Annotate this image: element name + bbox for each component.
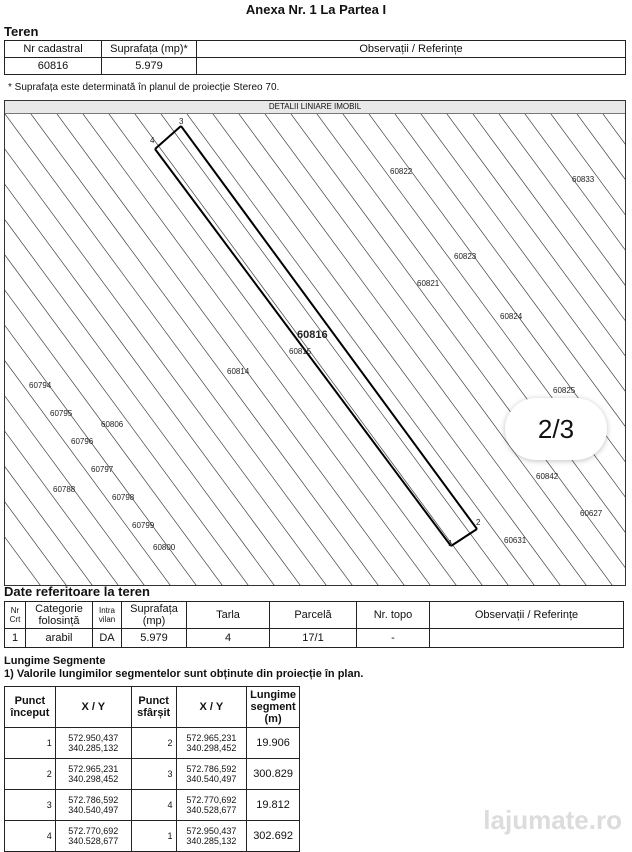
cell: 19.906 — [247, 728, 300, 759]
parcel-label: 60822 — [390, 167, 413, 176]
table-row — [5, 629, 624, 648]
page-indicator[interactable]: 2/3 — [505, 398, 607, 460]
table-row — [5, 821, 300, 852]
parcel-label: 60800 — [153, 543, 176, 552]
parcel-label: 60631 — [504, 536, 527, 545]
cell: 3 — [131, 759, 176, 790]
cell: 572.950,437 340.285,132 — [55, 728, 131, 759]
point-label: 1 — [448, 539, 453, 548]
segments-heading: Lungime Segmente — [4, 655, 106, 667]
surface-note: * Suprafața este determinată în planul de proiecție Stereo 70. — [8, 82, 280, 93]
cell: 572.786,592 340.540,497 — [55, 790, 131, 821]
col-nr-topo: Nr. topo — [357, 602, 430, 629]
parcel-label: 60814 — [227, 367, 250, 376]
parcel-label: 60821 — [417, 279, 440, 288]
point-label: 4 — [150, 136, 155, 145]
cell: 4 — [187, 629, 270, 648]
segments-note: 1) Valorile lungimilor segmentelor sunt obținute din proiecție în plan. — [4, 668, 364, 680]
watermark-logo: lajumate.ro — [483, 805, 622, 835]
parcel-label: 60794 — [29, 381, 52, 390]
parcel-label: 60815 — [289, 347, 312, 356]
cell: 1 — [5, 629, 26, 648]
col-punct-sfarsit: Punct sfârșit — [131, 687, 176, 728]
cell: 17/1 — [270, 629, 357, 648]
col-suprafata: Suprafața (mp)* — [102, 41, 197, 58]
map-title-bar: DETALII LINIARE IMOBIL — [5, 101, 625, 114]
table-row — [5, 728, 300, 759]
cell: 19.812 — [247, 790, 300, 821]
point-label: 3 — [179, 117, 184, 126]
cell: 5.979 — [122, 629, 187, 648]
cell: arabil — [26, 629, 93, 648]
point-label: 2 — [476, 518, 481, 527]
col-lungime: Lungime segment (m) — [247, 687, 300, 728]
parcel-label: 60833 — [572, 175, 595, 184]
cell — [430, 629, 624, 648]
cell-observatii — [197, 58, 626, 75]
cell: 3 — [5, 790, 56, 821]
cell: 572.786,592 340.540,497 — [176, 759, 247, 790]
parcel-label: 60824 — [500, 312, 523, 321]
cell-nr-cadastral: 60816 — [5, 58, 102, 75]
col-parcela: Parcelă — [270, 602, 357, 629]
cell-suprafata: 5.979 — [102, 58, 197, 75]
cadastral-map — [4, 100, 626, 586]
parcel-lines-svg — [5, 114, 625, 585]
cell: 2 — [5, 759, 56, 790]
cell: 302.692 — [247, 821, 300, 852]
col-punct-inceput: Punct început — [5, 687, 56, 728]
col-suprafata: Suprafața (mp) — [122, 602, 187, 629]
col-intravilan: Intra vilan — [93, 602, 122, 629]
col-categorie: Categorie folosință — [26, 602, 93, 629]
cell: 572.770,692 340.528,677 — [55, 821, 131, 852]
table-row — [5, 790, 300, 821]
parcel-label: 60797 — [91, 465, 114, 474]
table-row — [5, 759, 300, 790]
parcel-label: 60825 — [553, 386, 576, 395]
cell: 300.829 — [247, 759, 300, 790]
cell: 1 — [131, 821, 176, 852]
col-observatii: Observații / Referințe — [430, 602, 624, 629]
document-title: Anexa Nr. 1 La Partea I — [245, 2, 387, 17]
segments-table — [4, 686, 300, 852]
col-tarla: Tarla — [187, 602, 270, 629]
parcel-label: 60627 — [580, 509, 603, 518]
col-xy-end: X / Y — [176, 687, 247, 728]
cell: 4 — [131, 790, 176, 821]
parcel-label: 60798 — [112, 493, 135, 502]
teren-heading: Teren — [4, 24, 39, 39]
date-heading: Date referitoare la teren — [4, 584, 150, 599]
cell: 572.965,231 340.298,452 — [55, 759, 131, 790]
parcel-label: 60823 — [454, 252, 477, 261]
cell: DA — [93, 629, 122, 648]
col-nr-crt: Nr Crt — [5, 602, 26, 629]
cell: 2 — [131, 728, 176, 759]
col-xy-start: X / Y — [55, 687, 131, 728]
parcel-label: 60788 — [53, 485, 76, 494]
cell: - — [357, 629, 430, 648]
parcel-label: 60842 — [536, 472, 559, 481]
col-observatii: Observații / Referințe — [197, 41, 626, 58]
main-parcel-label: 60816 — [297, 329, 328, 341]
cell: 4 — [5, 821, 56, 852]
cell: 1 — [5, 728, 56, 759]
cell: 572.770,692 340.528,677 — [176, 790, 247, 821]
parcel-label: 60795 — [50, 409, 73, 418]
cell: 572.965,231 340.298,452 — [176, 728, 247, 759]
parcel-label: 60799 — [132, 521, 155, 530]
teren-table — [4, 40, 626, 75]
col-nr-cadastral: Nr cadastral — [5, 41, 102, 58]
date-table — [4, 601, 624, 648]
cell: 572.950,437 340.285,132 — [176, 821, 247, 852]
parcel-label: 60796 — [71, 437, 94, 446]
parcel-label: 60806 — [101, 420, 124, 429]
